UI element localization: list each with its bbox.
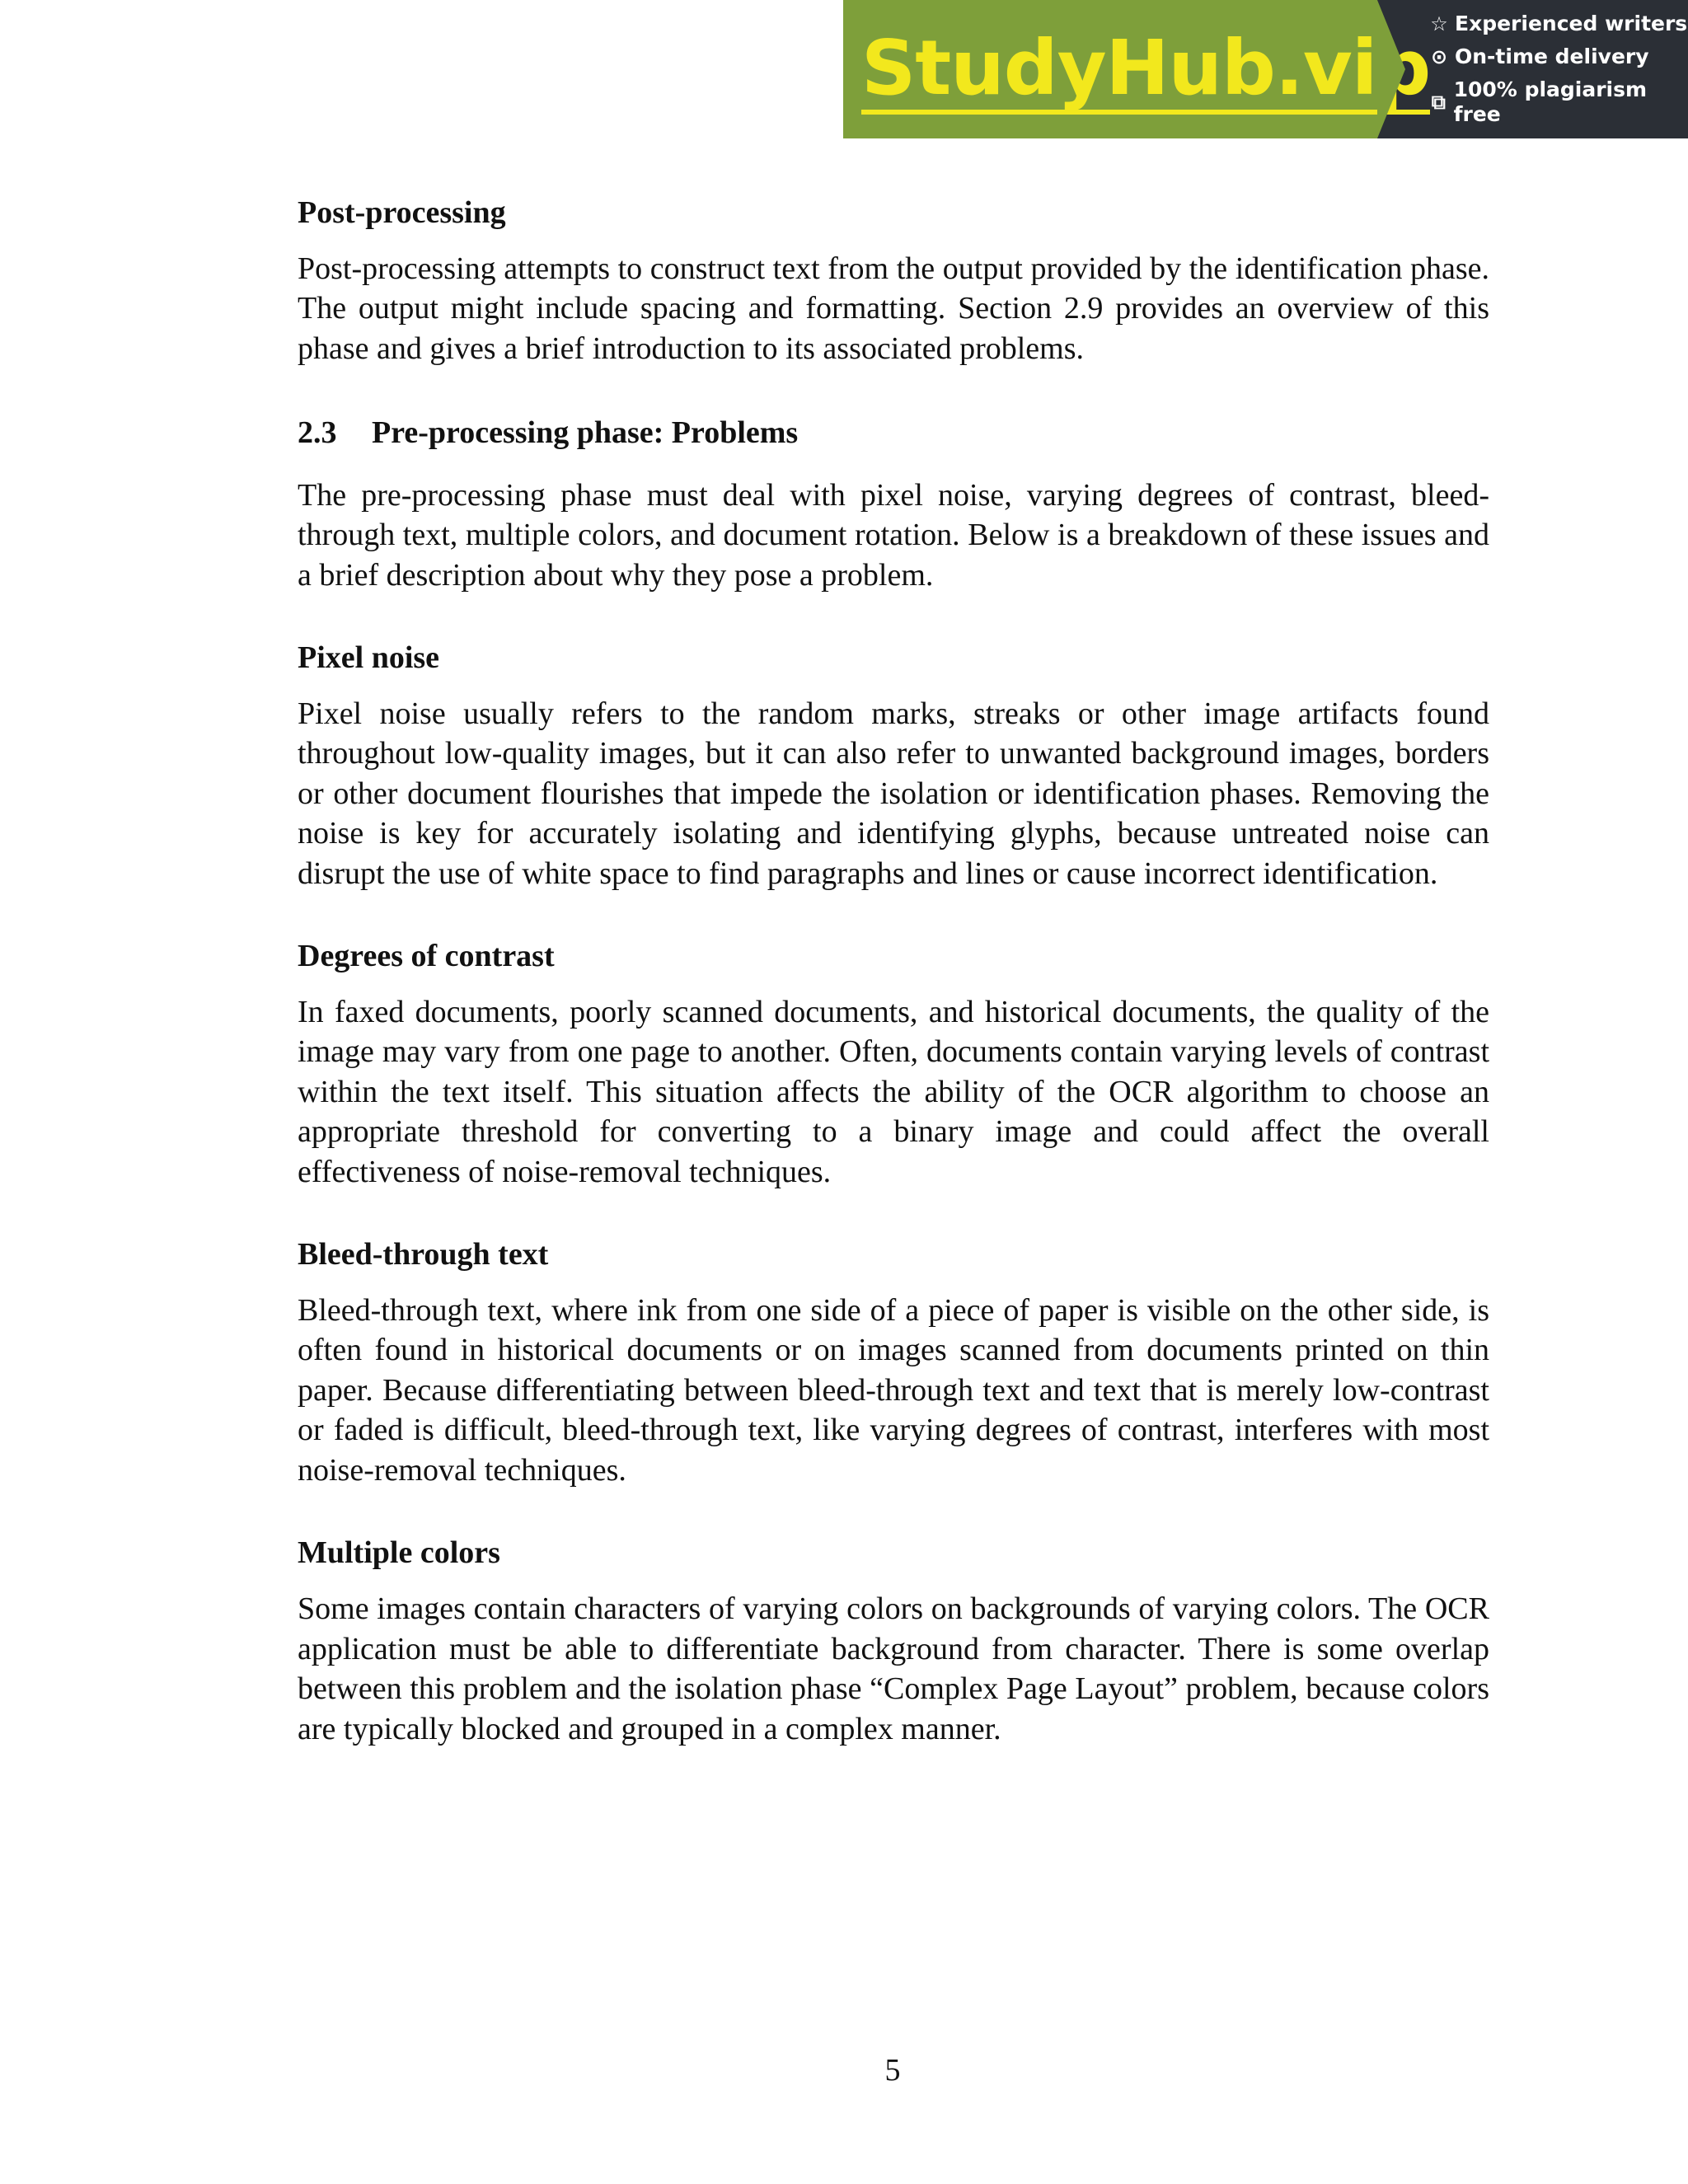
star-icon: ☆	[1430, 12, 1448, 35]
copy-icon: ⧉	[1431, 90, 1446, 114]
contrast-paragraph: In faxed documents, poorly scanned documents, and historical documents, the quality of the image may vary from one page to another. Often, documents contain varying levels of contrast within the text itself. This situation affects the ability of the OCR algorithm to choose an appropriate threshold for converting to a binary image and could affect the overall effectiveness of noise-removal techniques.	[298, 994, 1489, 1189]
section-heading	[298, 415, 1489, 452]
feature-label: On-time delivery	[1455, 45, 1649, 68]
bleed-through-paragraph: Bleed-through text, where ink from one side of a piece of paper is visible on the other side, is often found in historical documents or on images scanned from documents printed on thin paper. Because differentiating between bleed-through text and text that is merely low-contrast or faded is difficult, bleed-through text, like varying degrees of contrast, interferes with most noise-removal techniques.	[298, 1292, 1489, 1488]
feature-label: 100% plagiarism free	[1453, 77, 1648, 126]
feature-label: Experienced writers	[1455, 12, 1688, 35]
clock-icon: ⊙	[1430, 45, 1448, 68]
feature-plagiarism-free	[1428, 77, 1688, 127]
feature-experienced-writers	[1428, 12, 1688, 36]
multiple-colors-heading: Multiple colors	[298, 1535, 500, 1571]
multiple-colors-paragraph: Some images contain characters of varying colors on backgrounds of varying colors. The OCR application must be able to differentiate background from character. There is some overlap between this problem and the isolation phase “Complex Page Layout” problem, because colors are typically blocked and grouped in a complex manner.	[298, 1591, 1489, 1746]
brand-logo[interactable]: StudyHub.vip	[861, 30, 1430, 115]
document-body	[298, 194, 1489, 1749]
section-title: Pre-processing phase: Problems	[372, 415, 799, 451]
feature-on-time-delivery	[1428, 45, 1688, 69]
pixel-noise-heading: Pixel noise	[298, 640, 440, 676]
contrast-heading: Degrees of contrast	[298, 939, 555, 974]
section-number: 2.3	[298, 415, 337, 451]
bleed-through-heading: Bleed-through text	[298, 1237, 549, 1272]
section-intro-paragraph: The pre-processing phase must deal with pixel noise, varying degrees of contrast, bleed-through text, multiple colors, and document rotation. Below is a breakdown of these issues and a brief description about why they pose a problem.	[298, 477, 1489, 593]
post-processing-paragraph: Post-processing attempts to construct text from the output provided by the identification phase. The output might include spacing and formatting. Section 2.9 provides an overview of this phase and gives a brief introduction to its associated problems.	[298, 251, 1489, 366]
brand-panel	[843, 0, 1431, 138]
post-processing-heading: Post-processing	[298, 195, 506, 230]
studyhub-banner[interactable]	[843, 0, 1688, 138]
page-number: 5	[884, 2053, 901, 2088]
pixel-noise-paragraph: Pixel noise usually refers to the random marks, streaks or other image artifacts found throughout low-quality images, but it can also refer to unwanted background images, borders or other document flourishes that impede the isolation or identification phases. Removing the noise is key for accurately isolating and identifying glyphs, because untreated noise can disrupt the use of white space to find paragraphs and lines or cause incorrect identification.	[298, 696, 1489, 891]
